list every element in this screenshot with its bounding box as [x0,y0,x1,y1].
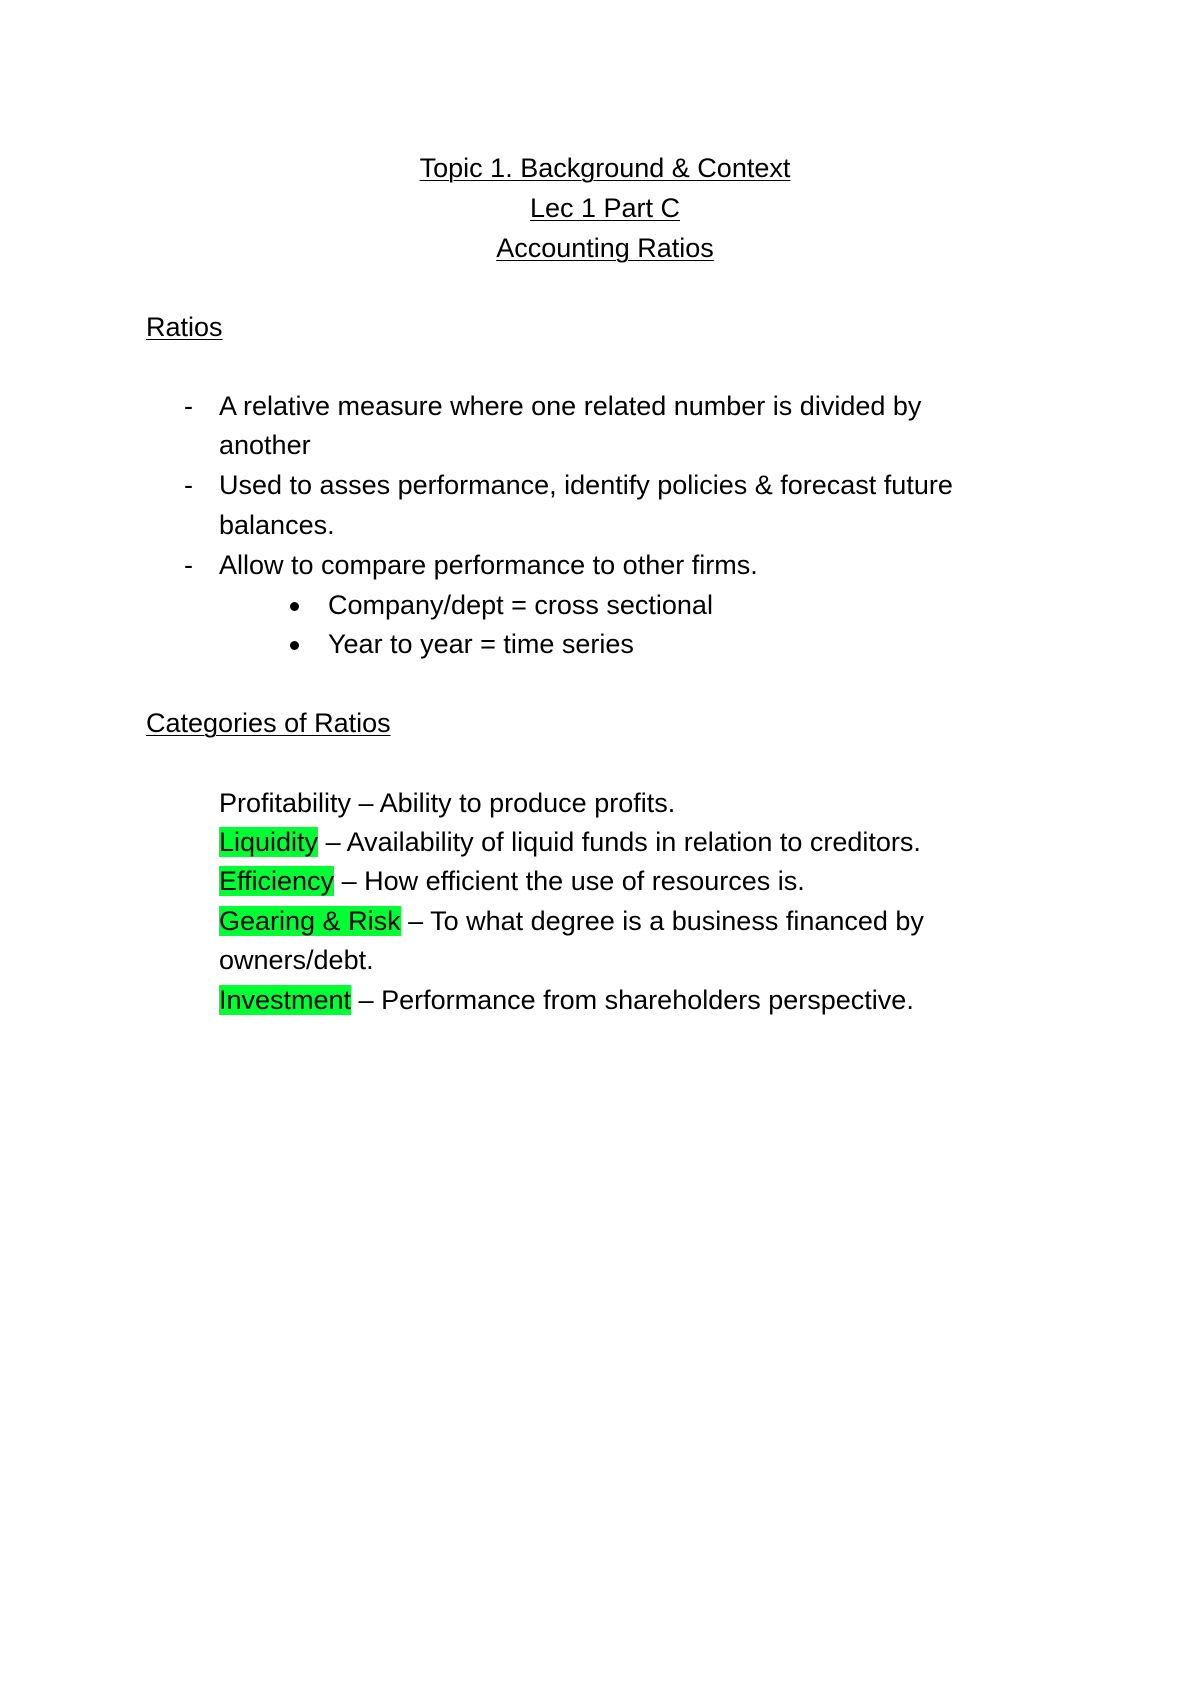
category-desc: – Availability of liquid funds in relation to creditors. [318,827,921,857]
category-efficiency [219,861,805,901]
bullet-icon [290,641,299,650]
dash-marker: - [184,470,193,500]
category-investment [219,980,914,1020]
category-desc: – To what degree is a business financed by [400,906,924,936]
category-term: Gearing & Risk [219,906,401,936]
category-term: Profitability [219,788,352,818]
category-gearing-risk [219,901,924,941]
point-line: Used to asses performance, identify policies & forecast future [219,470,953,500]
point-line: A relative measure where one related number is divided by [219,391,922,421]
category-gearing-risk-continued: owners/debt. [219,945,374,975]
subject-title: Accounting Ratios [496,233,714,263]
bullet-icon [290,602,299,611]
lecture-title: Lec 1 Part C [529,193,681,223]
category-term: Efficiency [219,866,335,896]
dash-marker: - [184,391,193,421]
dash-marker: - [184,550,193,580]
sub-point-text: Year to year = time series [328,629,634,659]
category-desc: – Ability to produce profits. [351,788,676,818]
categories-heading: Categories of Ratios [146,708,391,738]
category-term: Investment [219,985,352,1015]
point-line: Allow to compare performance to other firms. [219,550,758,580]
category-term: Liquidity [219,827,319,857]
sub-point-text: Company/dept = cross sectional [328,590,713,620]
point-line: another [219,430,311,460]
category-desc: – Performance from shareholders perspective. [351,985,914,1015]
category-desc: – How efficient the use of resources is. [334,866,805,896]
category-liquidity [219,822,921,862]
topic-title: Topic 1. Background & Context [419,153,791,183]
point-line: balances. [219,510,335,540]
ratios-heading: Ratios [146,312,223,342]
category-profitability [219,783,675,823]
